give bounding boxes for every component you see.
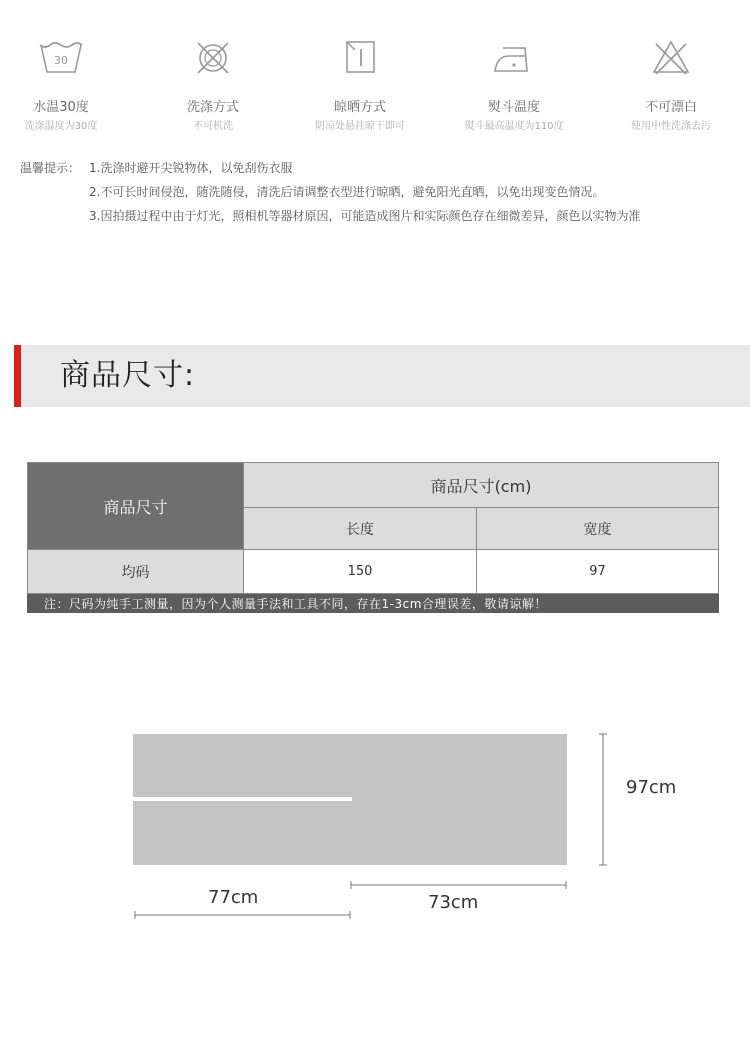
size-diagram <box>0 720 750 950</box>
care-subtitle: 熨斗最高温度为110度 <box>464 121 564 132</box>
column-header-length: 长度 <box>244 508 477 550</box>
height-label: 97cm <box>626 777 677 798</box>
section-title: 商品尺寸: <box>60 358 196 393</box>
size-table <box>27 462 719 613</box>
line-dry-icon <box>335 36 385 76</box>
care-instructions <box>0 36 750 146</box>
svg-text:30: 30 <box>54 54 68 67</box>
wash-30-icon <box>36 36 86 76</box>
care-title: 不可漂白 <box>644 100 697 115</box>
care-tips <box>20 156 640 228</box>
accent-bar <box>14 345 21 407</box>
care-item-bleach <box>596 36 746 133</box>
care-title: 洗涤方式 <box>186 100 239 115</box>
measurement-note: 注：尺码为纯手工测量，因为个人测量手法和工具不同，存在1-3cm合理误差，敬请谅解！ <box>28 594 719 613</box>
tip-text: 3.因拍摄过程中由于灯光，照相机等器材原因，可能造成图片和实际颜色存在细微差异，颜色以实物为准 <box>89 209 641 223</box>
tip-line <box>20 180 640 204</box>
care-item-wash-method <box>138 36 288 133</box>
right-width-label: 73cm <box>428 892 479 913</box>
care-title: 水温30度 <box>33 100 89 115</box>
tip-line <box>20 204 640 228</box>
care-item-ironing <box>439 36 589 133</box>
tip-text: 2.不可长时间侵泡，随洗随侵，清洗后请调整衣型进行晾晒，避免阳光直晒，以免出现变色情况。 <box>89 185 605 199</box>
care-subtitle: 阴凉处悬挂晾干即可 <box>315 121 405 132</box>
care-subtitle: 不可机洗 <box>193 121 233 132</box>
cloth-fold-line <box>133 797 352 801</box>
table-corner-header: 商品尺寸 <box>28 463 244 550</box>
cell-width: 97 <box>477 550 719 594</box>
tip-line <box>20 156 640 180</box>
table-row <box>28 550 719 594</box>
size-section-header <box>14 345 750 407</box>
diagram-graphic <box>0 720 750 950</box>
iron-icon <box>489 36 539 76</box>
tips-prefix: 温馨提示： <box>20 161 81 175</box>
no-bleach-icon <box>646 36 696 76</box>
table-group-header: 商品尺寸(cm) <box>244 463 719 508</box>
care-item-drying <box>285 36 435 133</box>
left-width-label: 77cm <box>208 887 259 908</box>
care-subtitle: 洗涤温度为30度 <box>24 121 98 132</box>
tip-text: 1.洗涤时避开尖锐物体，以免刮伤衣服 <box>89 161 293 175</box>
care-subtitle: 使用中性洗涤去污 <box>631 121 711 132</box>
table-note-row <box>28 594 719 613</box>
no-machine-wash-icon <box>188 36 238 76</box>
care-title: 晾晒方式 <box>333 100 386 115</box>
care-title: 熨斗温度 <box>487 100 540 115</box>
column-header-width: 宽度 <box>477 508 719 550</box>
care-item-wash-temp <box>0 36 136 133</box>
row-label: 均码 <box>28 550 244 594</box>
cell-length: 150 <box>244 550 477 594</box>
